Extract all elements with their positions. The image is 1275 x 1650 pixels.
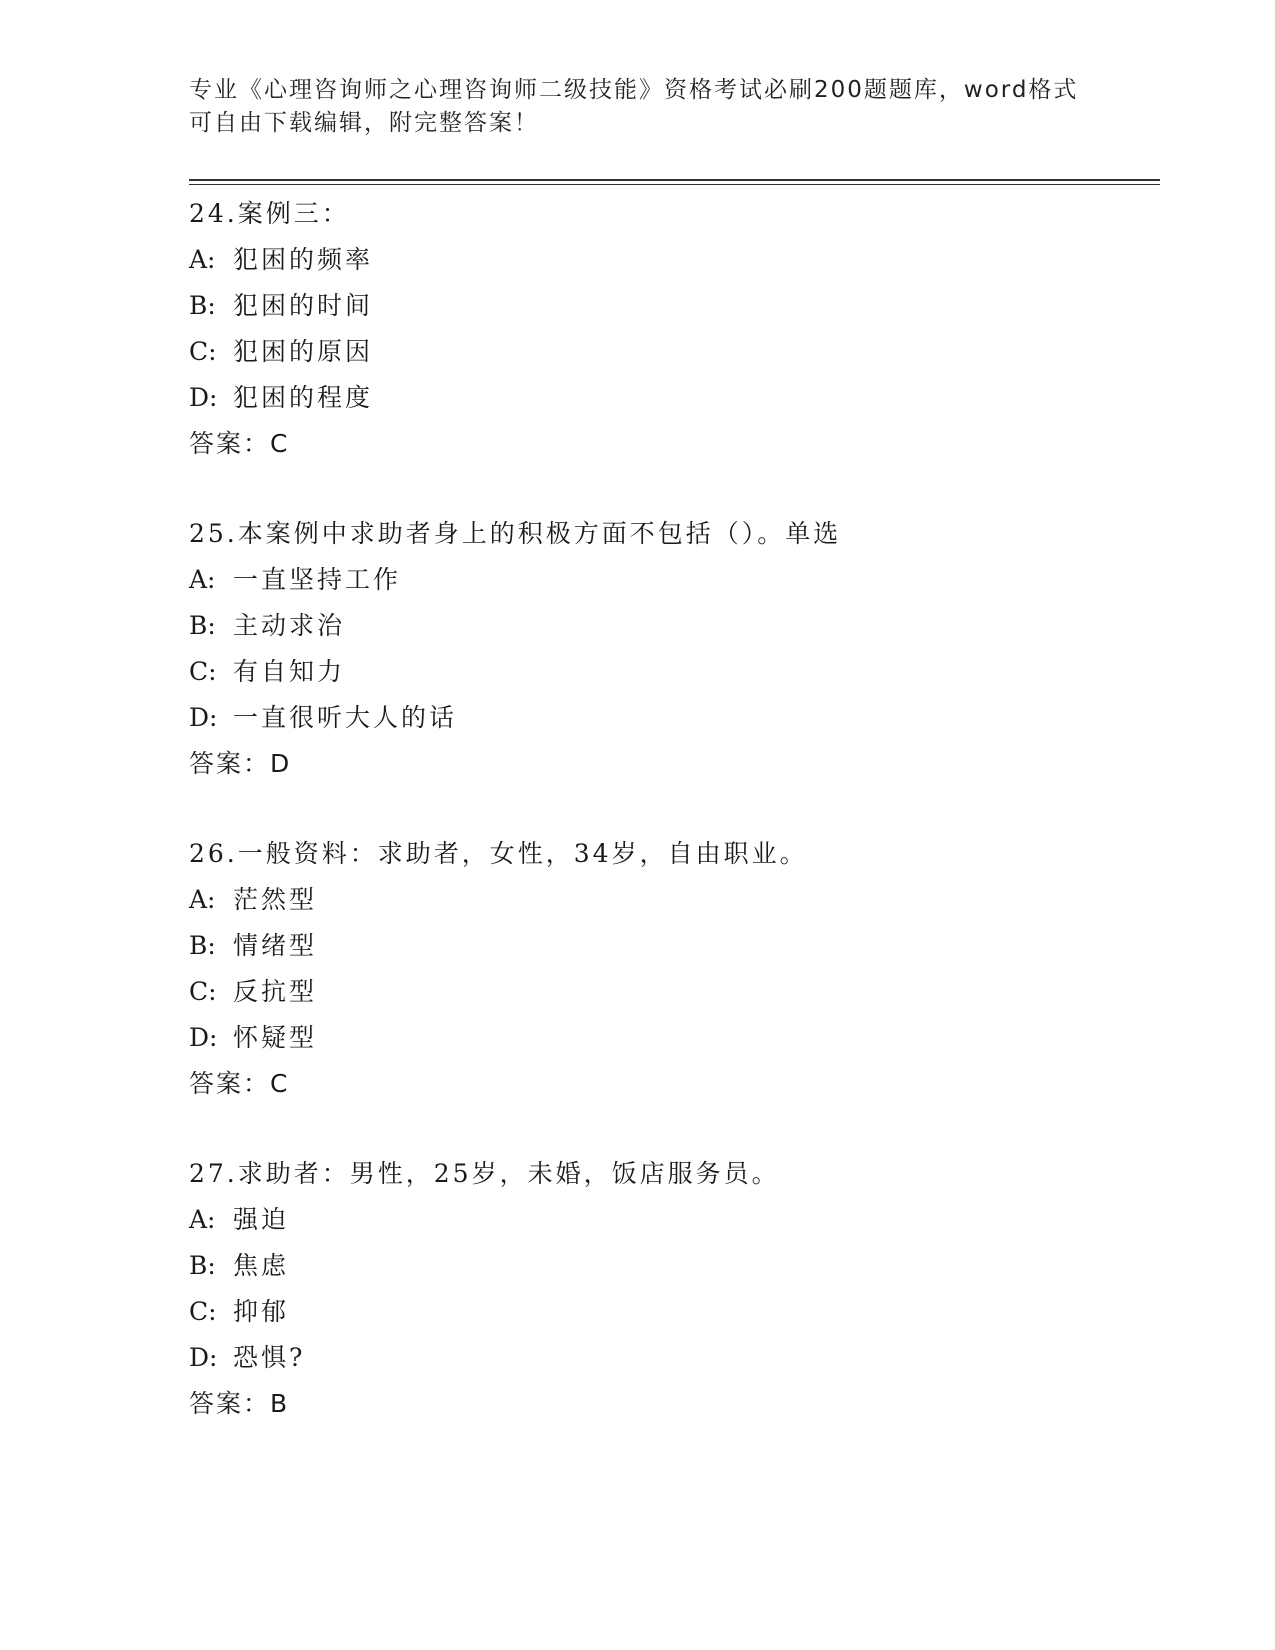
option-b <box>189 1243 1149 1289</box>
answer-line: 答案：C <box>189 1069 290 1098</box>
option-letter: A: <box>189 885 216 914</box>
header-divider-thin <box>189 184 1160 185</box>
option-letter: B: <box>189 611 216 640</box>
question-27 <box>189 1151 1149 1427</box>
option-text: 情绪型 <box>233 931 318 960</box>
question-stem: 27.求助者：男性，25岁，未婚，饭店服务员。 <box>189 1159 780 1188</box>
option-c <box>189 329 1149 375</box>
option-letter: D: <box>189 383 218 412</box>
option-d <box>189 375 1149 421</box>
option-d <box>189 695 1149 741</box>
option-text: 犯困的程度 <box>233 383 374 412</box>
option-d <box>189 1335 1149 1381</box>
option-text: 有自知力 <box>233 657 346 686</box>
option-letter: D: <box>189 1343 218 1372</box>
option-a <box>189 237 1149 283</box>
option-letter: C: <box>189 1297 217 1326</box>
header-divider-thick <box>189 179 1160 181</box>
option-c <box>189 1289 1149 1335</box>
option-a <box>189 877 1149 923</box>
option-text: 犯困的原因 <box>233 337 374 366</box>
option-letter: C: <box>189 337 217 366</box>
answer-line: 答案：C <box>189 429 290 458</box>
option-text: 恐惧? <box>233 1343 306 1372</box>
option-b <box>189 283 1149 329</box>
header-line-1: 专业《心理咨询师之心理咨询师二级技能》资格考试必刷200题题库，word格式 <box>189 77 1079 103</box>
question-list <box>189 191 1149 1471</box>
question-stem: 26.一般资料：求助者，女性，34岁，自由职业。 <box>189 839 808 868</box>
question-25 <box>189 511 1149 787</box>
option-text: 犯困的频率 <box>233 245 374 274</box>
option-text: 一直坚持工作 <box>233 565 402 594</box>
answer-line: 答案：B <box>189 1389 290 1418</box>
header-line-2: 可自由下载编辑，附完整答案！ <box>189 110 539 136</box>
option-a <box>189 557 1149 603</box>
option-letter: B: <box>189 1251 216 1280</box>
option-b <box>189 923 1149 969</box>
option-text: 一直很听大人的话 <box>233 703 458 732</box>
document-header <box>189 74 1089 140</box>
option-text: 焦虑 <box>233 1251 290 1280</box>
option-text: 主动求治 <box>233 611 346 640</box>
option-text: 犯困的时间 <box>233 291 374 320</box>
option-letter: D: <box>189 703 218 732</box>
option-letter: B: <box>189 931 216 960</box>
question-26 <box>189 831 1149 1107</box>
option-letter: C: <box>189 977 217 1006</box>
question-24 <box>189 191 1149 467</box>
option-a <box>189 1197 1149 1243</box>
option-text: 反抗型 <box>233 977 318 1006</box>
option-text: 茫然型 <box>233 885 318 914</box>
option-letter: A: <box>189 565 216 594</box>
question-stem: 25.本案例中求助者身上的积极方面不包括（）。单选 <box>189 519 842 548</box>
option-c <box>189 649 1149 695</box>
option-d <box>189 1015 1149 1061</box>
option-letter: A: <box>189 245 216 274</box>
option-c <box>189 969 1149 1015</box>
option-text: 强迫 <box>233 1205 290 1234</box>
option-letter: A: <box>189 1205 216 1234</box>
answer-line: 答案：D <box>189 749 292 778</box>
option-letter: D: <box>189 1023 218 1052</box>
option-text: 怀疑型 <box>233 1023 318 1052</box>
option-b <box>189 603 1149 649</box>
option-letter: B: <box>189 291 216 320</box>
question-stem: 24.案例三： <box>189 199 350 228</box>
option-letter: C: <box>189 657 217 686</box>
option-text: 抑郁 <box>233 1297 290 1326</box>
